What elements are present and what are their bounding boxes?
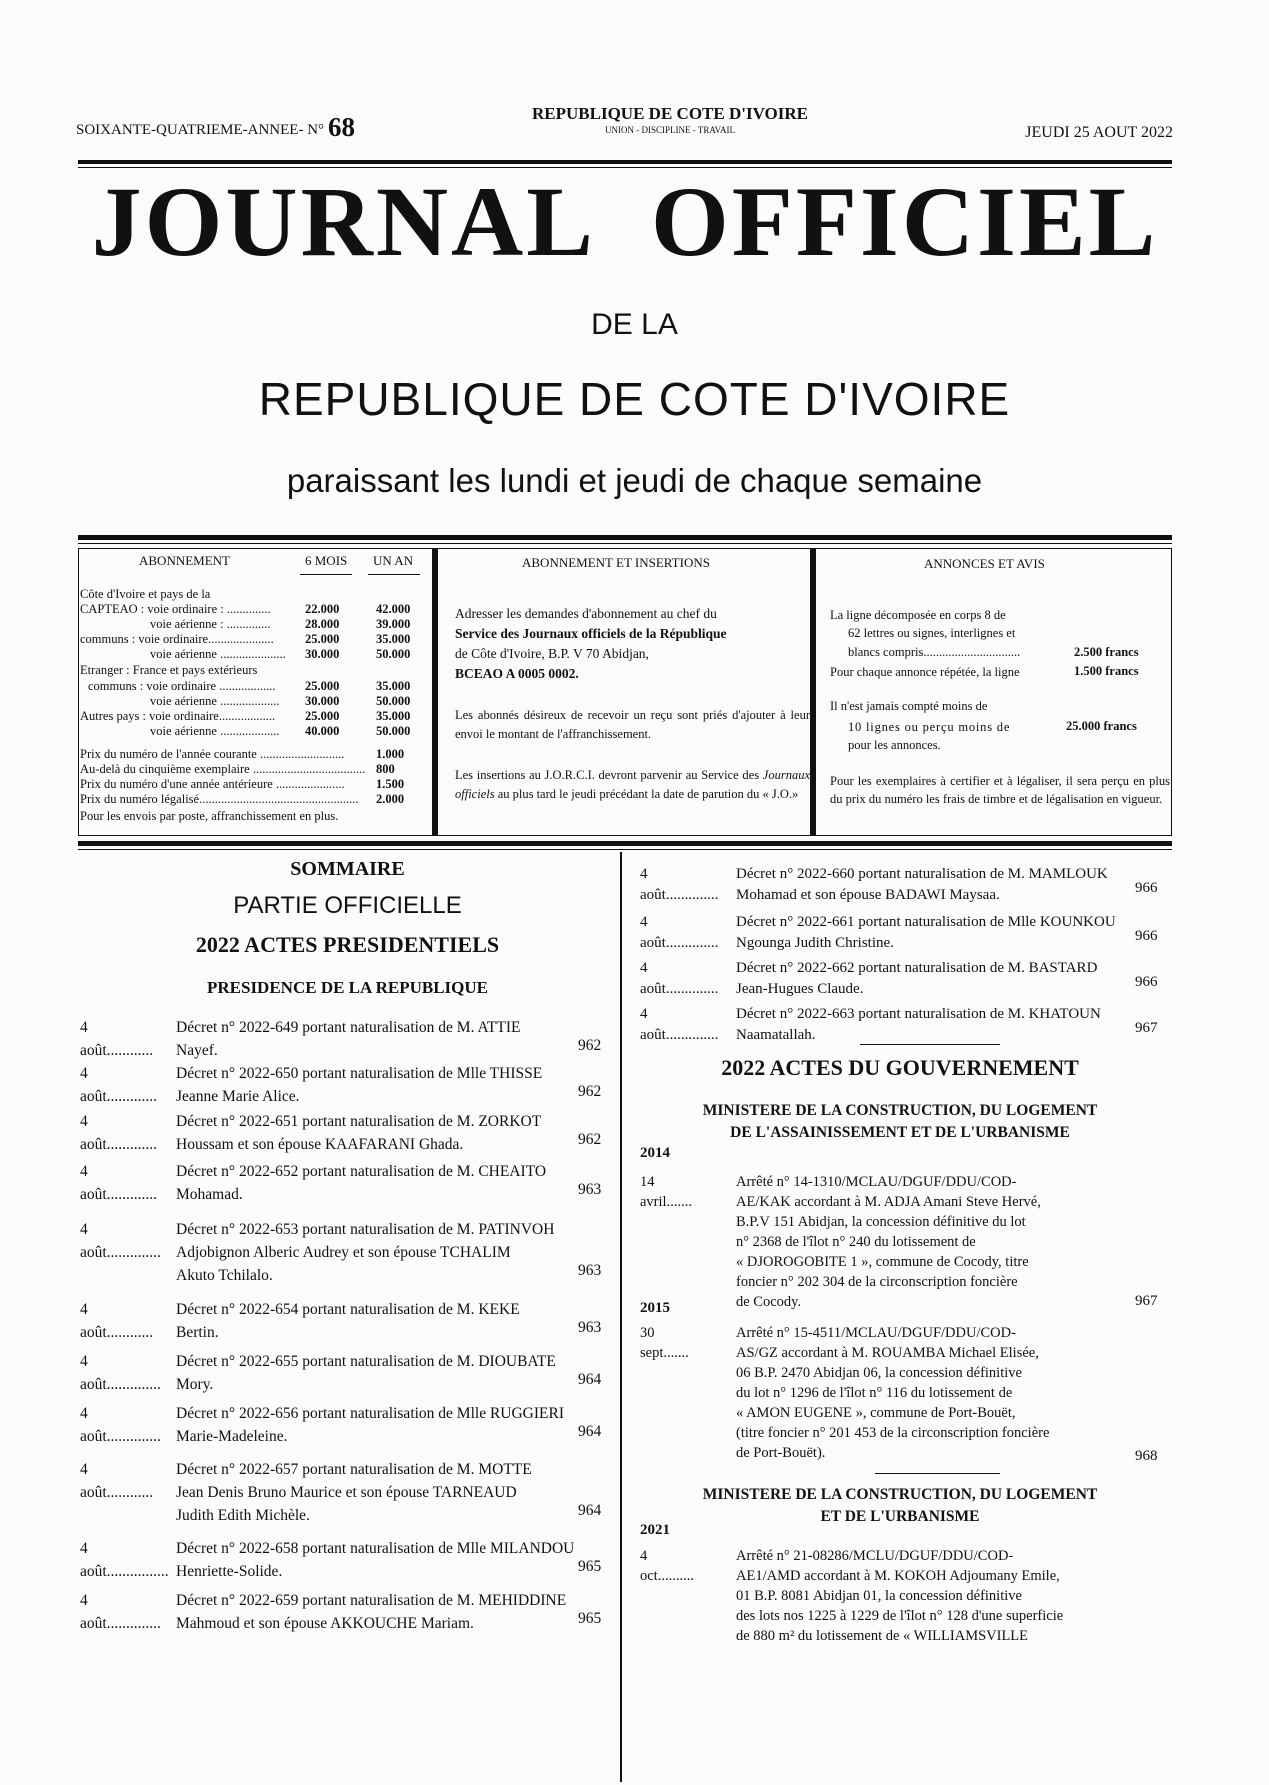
decree-date: 4 août............. bbox=[80, 1163, 158, 1203]
decree-line-3: Judith Edith Michèle. bbox=[176, 1507, 310, 1524]
decree-date: 4 août.............. bbox=[80, 1592, 161, 1632]
sommaire-top-rule bbox=[78, 841, 1172, 846]
decree-page: 964 bbox=[578, 1423, 602, 1440]
arrete-2015-page: 968 bbox=[1135, 1448, 1158, 1464]
abonnement-row-label: CAPTEAO : voie ordinaire : .............. bbox=[80, 602, 271, 616]
issue-date: JEUDI 25 AOUT 2022 bbox=[1025, 124, 1173, 141]
annonces-price-ligne: 2.500 francs bbox=[1074, 645, 1139, 659]
annonces-line-2: 62 lettres ou signes, interlignes et bbox=[848, 626, 1016, 640]
journal-title bbox=[78, 166, 1172, 277]
decree-date: 4 août.............. bbox=[80, 1353, 161, 1393]
decree-page: 965 bbox=[578, 1610, 602, 1627]
box-top-rule-thin bbox=[78, 543, 1172, 544]
decree-page: 966 bbox=[1135, 928, 1158, 944]
sommaire-title: SOMMAIRE bbox=[290, 858, 405, 880]
arrete-line: n° 2368 de l'îlot n° 240 du lotissement de bbox=[736, 1234, 976, 1250]
ministry-2-line-1: MINISTERE DE LA CONSTRUCTION, DU LOGEMENT bbox=[702, 1486, 1098, 1503]
decree-line-2: Mohamad. bbox=[176, 1186, 243, 1203]
decree-date: 4 août.............. bbox=[640, 1006, 719, 1043]
arrete-line: de Cocody. bbox=[736, 1294, 802, 1310]
actes-gouvernement-heading: 2022 ACTES DU GOUVERNEMENT bbox=[721, 1055, 1079, 1080]
abonnement-price-value: 2.000 bbox=[376, 792, 405, 806]
annonces-line-1: La ligne décomposée en corps 8 de bbox=[830, 608, 1006, 622]
decree-line-2: Marie-Madeleine. bbox=[176, 1428, 288, 1445]
decree-line-1: Décret n° 2022-663 portant naturalisation de M. KHATOUN bbox=[736, 1006, 1101, 1022]
abonnement-row-unan: 35.000 bbox=[376, 632, 411, 646]
abonnement-price-value: 800 bbox=[376, 762, 395, 776]
decree-page: 962 bbox=[578, 1083, 602, 1100]
decree-page: 966 bbox=[1135, 974, 1158, 990]
decree-line-3: Akuto Tchilalo. bbox=[176, 1267, 273, 1284]
arrete-line: du lot n° 1296 de l'îlot n° 116 du lotissement de bbox=[736, 1385, 1013, 1401]
abonnement-row-label: communs : voie ordinaire .................. bbox=[88, 679, 276, 693]
abonnement-row-label: Autres pays : voie ordinaire.................. bbox=[80, 709, 276, 723]
decree-line-2: Jean Denis Bruno Maurice et son épouse TARNEAUD bbox=[176, 1484, 517, 1501]
box-top-rule bbox=[78, 535, 1172, 540]
abonnement-row-label: voie aérienne ................... bbox=[150, 724, 280, 738]
arrete-2021-text bbox=[736, 1546, 1116, 1646]
arrete-line: des lots nos 1225 à 1229 de l'îlot n° 128 d'une superficie bbox=[736, 1608, 1064, 1624]
decree-date: 4 août................ bbox=[80, 1540, 169, 1580]
decree-line-2: Naamatallah. bbox=[736, 1027, 816, 1043]
abonnement-price-label: Prix du numéro légalisé................................................... bbox=[80, 792, 359, 806]
decree-page: 967 bbox=[1135, 1020, 1158, 1036]
arrete-line: Arrêté n° 15-4511/MCLAU/DGUF/DDU/COD- bbox=[736, 1325, 1016, 1341]
ministry-construction-heading-2 bbox=[630, 1484, 1170, 1528]
decree-line-1: Décret n° 2022-662 portant naturalisation de M. BASTARD bbox=[736, 960, 1098, 976]
arrete-line: « DJOROGOBITE 1 », commune de Cocody, titre bbox=[736, 1254, 1029, 1270]
abonnement-row-label: voie aérienne : .............. bbox=[150, 617, 271, 631]
abonnement-row-6mois: 28.000 bbox=[305, 617, 340, 631]
decree-line-1: Décret n° 2022-659 portant naturalisation de M. MEHIDDINE bbox=[176, 1592, 567, 1609]
annonces-header: ANNONCES ET AVIS bbox=[924, 556, 1045, 571]
decree-date: 4 août.............. bbox=[80, 1405, 161, 1445]
col-underline-1 bbox=[300, 574, 352, 575]
abonnement-header: ABONNEMENT bbox=[139, 553, 230, 568]
ministry-construction-heading bbox=[630, 1100, 1170, 1144]
arrete-line: foncier n° 202 304 de la circonscription foncière bbox=[736, 1274, 1018, 1290]
arrete-line: AS/GZ accordant à M. ROUAMBA Michael Elisée, bbox=[736, 1345, 1039, 1361]
edition-label: SOIXANTE-QUATRIEME-ANNEE- N° bbox=[76, 122, 325, 138]
abonnement-postal-note: Pour les envois par poste, affranchissement en plus. bbox=[80, 809, 339, 823]
decree-line-1: Décret n° 2022-657 portant naturalisation de M. MOTTE bbox=[176, 1461, 532, 1478]
decree-page: 965 bbox=[578, 1558, 602, 1575]
decree-page: 962 bbox=[578, 1037, 602, 1054]
country-block bbox=[480, 104, 860, 135]
abonnement-row-unan: 35.000 bbox=[376, 679, 411, 693]
abonnement-row-unan: 50.000 bbox=[376, 694, 411, 708]
abonnement-col-unan: UN AN bbox=[373, 553, 414, 568]
decree-line-1: Décret n° 2022-655 portant naturalisation de M. DIOUBATE bbox=[176, 1353, 556, 1370]
info-box-divider-1 bbox=[432, 548, 438, 836]
decree-line-2: Nayef. bbox=[176, 1042, 218, 1059]
annonces-line-6: 10 lignes ou perçu moins de bbox=[848, 720, 1011, 734]
country-motto: UNION - DISCIPLINE - TRAVAIL bbox=[605, 125, 735, 135]
arrete-2014-date: 14 avril....... bbox=[640, 1174, 692, 1210]
arrete-2015-text bbox=[736, 1323, 1116, 1463]
title-word-journal: JOURNAL bbox=[91, 166, 596, 277]
decree-date: 4 août.............. bbox=[640, 960, 719, 997]
insertions-deadline-note bbox=[455, 766, 810, 804]
abonnement-price-value: 1.000 bbox=[376, 747, 405, 761]
decree-line-1: Décret n° 2022-653 portant naturalisation de M. PATINVOH bbox=[176, 1221, 555, 1238]
title-de-la: DE LA bbox=[591, 308, 678, 341]
abonnement-row-6mois: 22.000 bbox=[305, 602, 340, 616]
abonnement-row-6mois: 30.000 bbox=[305, 647, 340, 661]
decree-line-1: Décret n° 2022-650 portant naturalisation de Mlle THISSE bbox=[176, 1065, 543, 1082]
arrete-line: Arrêté n° 21-08286/MCLU/DGUF/DDU/COD- bbox=[736, 1548, 1014, 1564]
info-box-divider-2 bbox=[810, 548, 816, 836]
decree-line-1: Décret n° 2022-651 portant naturalisation de M. ZORKOT bbox=[176, 1113, 542, 1130]
top-rule bbox=[78, 160, 1172, 164]
decree-date: 4 août.............. bbox=[80, 1221, 161, 1261]
sommaire-top-rule-thin bbox=[78, 849, 1172, 850]
annonces-line-3: blancs compris............................... bbox=[848, 645, 1021, 659]
arrete-line: Arrêté n° 14-1310/MCLAU/DGUF/DDU/COD- bbox=[736, 1174, 1017, 1190]
abonnement-row-6mois: 40.000 bbox=[305, 724, 340, 738]
col-underline-2 bbox=[368, 574, 420, 575]
title-word-officiel: OFFICIEL bbox=[650, 166, 1159, 277]
decree-line-2: Mory. bbox=[176, 1376, 214, 1393]
insertions-receipt-note: Les abonnés désireux de recevoir un reçu sont priés d'ajouter à leur envoi le montant de l'affranchissement. bbox=[455, 708, 810, 741]
column-divider bbox=[620, 852, 622, 1782]
separator-1 bbox=[860, 1044, 1000, 1045]
annonces-line-4: Pour chaque annonce répétée, la ligne bbox=[830, 665, 1020, 679]
arrete-line: 06 B.P. 2470 Abidjan 06, la concession définitive bbox=[736, 1365, 1022, 1381]
annonces-price-repetee: 1.500 francs bbox=[1074, 664, 1139, 678]
arrete-line: 01 B.P. 8081 Abidjan 01, la concession définitive bbox=[736, 1588, 1022, 1604]
actes-presidentiels-heading: 2022 ACTES PRESIDENTIELS bbox=[195, 932, 500, 957]
abonnement-row-6mois: 25.000 bbox=[305, 709, 340, 723]
separator-2 bbox=[875, 1473, 1000, 1474]
abonnement-row-unan: 42.000 bbox=[376, 602, 411, 616]
arrete-2014-text bbox=[736, 1172, 1116, 1312]
arrete-2021-date: 4 oct.......... bbox=[640, 1548, 694, 1584]
decree-line-2: Adjobignon Alberic Audrey et son épouse TCHALIM bbox=[176, 1244, 511, 1261]
insertions-address bbox=[455, 604, 810, 684]
abonnement-price-label: Prix du numéro de l'année courante ........................... bbox=[80, 747, 345, 761]
insertions-address-text-2: de Côte d'Ivoire, B.P. V 70 Abidjan, bbox=[455, 646, 649, 661]
abonnement-price-label: Au-delà du cinquième exemplaire .................................... bbox=[80, 762, 366, 776]
decree-line-1: Décret n° 2022-654 portant naturalisation de M. KEKE bbox=[176, 1301, 520, 1318]
abonnement-col-6mois: 6 MOIS bbox=[305, 553, 348, 568]
arrete-2015-date: 30 sept....... bbox=[640, 1325, 689, 1361]
year-2014: 2014 bbox=[640, 1145, 670, 1161]
insertions-bceao: BCEAO A 0005 0002. bbox=[455, 666, 579, 681]
decree-line-2: Mohamad et son épouse BADAWI Maysaa. bbox=[736, 887, 1000, 903]
decree-line-2: Henriette-Solide. bbox=[176, 1563, 283, 1580]
abonnement-row-unan: 50.000 bbox=[376, 647, 411, 661]
decree-line-2: Ngounga Judith Christine. bbox=[736, 935, 894, 951]
decree-date: 4 août............ bbox=[80, 1301, 154, 1341]
decree-line-2: Jeanne Marie Alice. bbox=[176, 1088, 300, 1105]
abonnement-row-label: voie aérienne ................... bbox=[150, 694, 280, 708]
abonnement-price-value: 1.500 bbox=[376, 777, 405, 791]
arrete-line: de 880 m² du lotissement de « WILLIAMSVILLE bbox=[736, 1628, 1029, 1644]
abonnement-row-label: voie aérienne ..................... bbox=[150, 647, 286, 661]
annonces-legalisation-note: Pour les exemplaires à certifier et à légaliser, il sera perçu en plus du prix du numéro les frais de timbre et de légalisation en vigueur. bbox=[830, 774, 1170, 806]
decree-line-1: Décret n° 2022-649 portant naturalisation de M. ATTIE bbox=[176, 1019, 521, 1036]
year-2021: 2021 bbox=[640, 1522, 670, 1538]
arrete-line: AE1/AMD accordant à M. KOKOH Adjoumany Emile, bbox=[736, 1568, 1060, 1584]
ministry-1-line-1: MINISTERE DE LA CONSTRUCTION, DU LOGEMENT bbox=[702, 1102, 1098, 1119]
decree-page: 963 bbox=[578, 1262, 602, 1279]
publication-frequency: paraissant les lundi et jeudi de chaque semaine bbox=[286, 462, 983, 499]
abonnement-row-6mois: 30.000 bbox=[305, 694, 340, 708]
decree-date: 4 août.............. bbox=[640, 866, 719, 903]
decree-line-2: Bertin. bbox=[176, 1324, 219, 1341]
annonces-price-minimum: 25.000 francs bbox=[1066, 719, 1137, 733]
country-name: REPUBLIQUE DE COTE D'IVOIRE bbox=[532, 104, 808, 123]
decree-line-2: Houssam et son épouse KAAFARANI Ghada. bbox=[176, 1136, 464, 1153]
abonnement-row-label: communs : voie ordinaire..................... bbox=[80, 632, 274, 646]
decree-line-2: Mahmoud et son épouse AKKOUCHE Mariam. bbox=[176, 1615, 474, 1632]
arrete-line: AE/KAK accordant à M. ADJA Amani Steve Hervé, bbox=[736, 1194, 1041, 1210]
decree-page: 963 bbox=[578, 1181, 602, 1198]
abonnement-row-unan: 35.000 bbox=[376, 709, 411, 723]
ministry-1-line-2: DE L'ASSAINISSEMENT ET DE L'URBANISME bbox=[730, 1124, 1070, 1141]
arrete-line: B.P.V 151 Abidjan, la concession définitive du lot bbox=[736, 1214, 1026, 1230]
abonnement-row-label: Côte d'Ivoire et pays de la bbox=[80, 587, 211, 601]
decree-date: 4 août............ bbox=[80, 1019, 154, 1059]
title-republic: REPUBLIQUE DE COTE D'IVOIRE bbox=[258, 373, 1011, 425]
year-2015: 2015 bbox=[640, 1300, 670, 1316]
decree-page: 966 bbox=[1135, 880, 1158, 896]
partie-officielle: PARTIE OFFICIELLE bbox=[233, 892, 462, 919]
decree-date: 4 août.............. bbox=[640, 914, 719, 951]
decree-line-1: Décret n° 2022-660 portant naturalisation de M. MAMLOUK bbox=[736, 866, 1108, 882]
abonnement-row-6mois: 25.000 bbox=[305, 679, 340, 693]
decree-line-1: Décret n° 2022-658 portant naturalisation de Mlle MILANDOU bbox=[176, 1540, 575, 1557]
arrete-line: « AMON EUGENE », commune de Port-Bouët, bbox=[736, 1405, 1016, 1421]
arrete-2014-page: 967 bbox=[1135, 1293, 1158, 1309]
abonnement-row-6mois: 25.000 bbox=[305, 632, 340, 646]
annonces-line-7: pour les annonces. bbox=[848, 738, 941, 752]
deadline-text-a: Les insertions au J.O.R.C.I. devront parvenir au Service des bbox=[455, 768, 760, 782]
decree-page: 964 bbox=[578, 1502, 602, 1519]
edition-info bbox=[76, 112, 355, 143]
deadline-text-b: au plus tard le jeudi précédant la date de parution du « J.O.» bbox=[497, 787, 799, 801]
abonnement-price-label: Prix du numéro d'une année antérieure ...................... bbox=[80, 777, 345, 791]
decree-page: 962 bbox=[578, 1131, 602, 1148]
insertions-address-text: Adresser les demandes d'abonnement au chef du bbox=[455, 606, 717, 621]
decree-line-1: Décret n° 2022-656 portant naturalisation de Mlle RUGGIERI bbox=[176, 1405, 565, 1422]
abonnement-row-label: Etranger : France et pays extérieurs bbox=[80, 663, 258, 677]
deadline-journaux: Journaux officiels bbox=[455, 768, 810, 801]
arrete-line: de Port-Bouët). bbox=[736, 1445, 826, 1461]
insertions-header: ABONNEMENT ET INSERTIONS bbox=[522, 555, 710, 570]
insertions-service: Service des Journaux officiels de la République bbox=[455, 626, 727, 641]
decree-line-1: Décret n° 2022-661 portant naturalisation de Mlle KOUNKOU bbox=[736, 914, 1116, 930]
presidence-heading: PRESIDENCE DE LA REPUBLIQUE bbox=[206, 978, 489, 997]
decree-date: 4 août............ bbox=[80, 1461, 154, 1501]
decree-line-2: Jean-Hugues Claude. bbox=[736, 981, 864, 997]
decree-line-1: Décret n° 2022-652 portant naturalisation de M. CHEAITO bbox=[176, 1163, 547, 1180]
arrete-line: (titre foncier n° 201 453 de la circonscription foncière bbox=[736, 1425, 1050, 1441]
edition-number: 68 bbox=[328, 112, 356, 142]
decree-page: 964 bbox=[578, 1371, 602, 1388]
abonnement-row-unan: 39.000 bbox=[376, 617, 411, 631]
decree-date: 4 août............. bbox=[80, 1065, 158, 1105]
annonces-line-5: Il n'est jamais compté moins de bbox=[830, 699, 988, 713]
decree-date: 4 août............. bbox=[80, 1113, 158, 1153]
decree-page: 963 bbox=[578, 1319, 602, 1336]
ministry-2-line-2: ET DE L'URBANISME bbox=[820, 1508, 980, 1525]
abonnement-row-unan: 50.000 bbox=[376, 724, 411, 738]
